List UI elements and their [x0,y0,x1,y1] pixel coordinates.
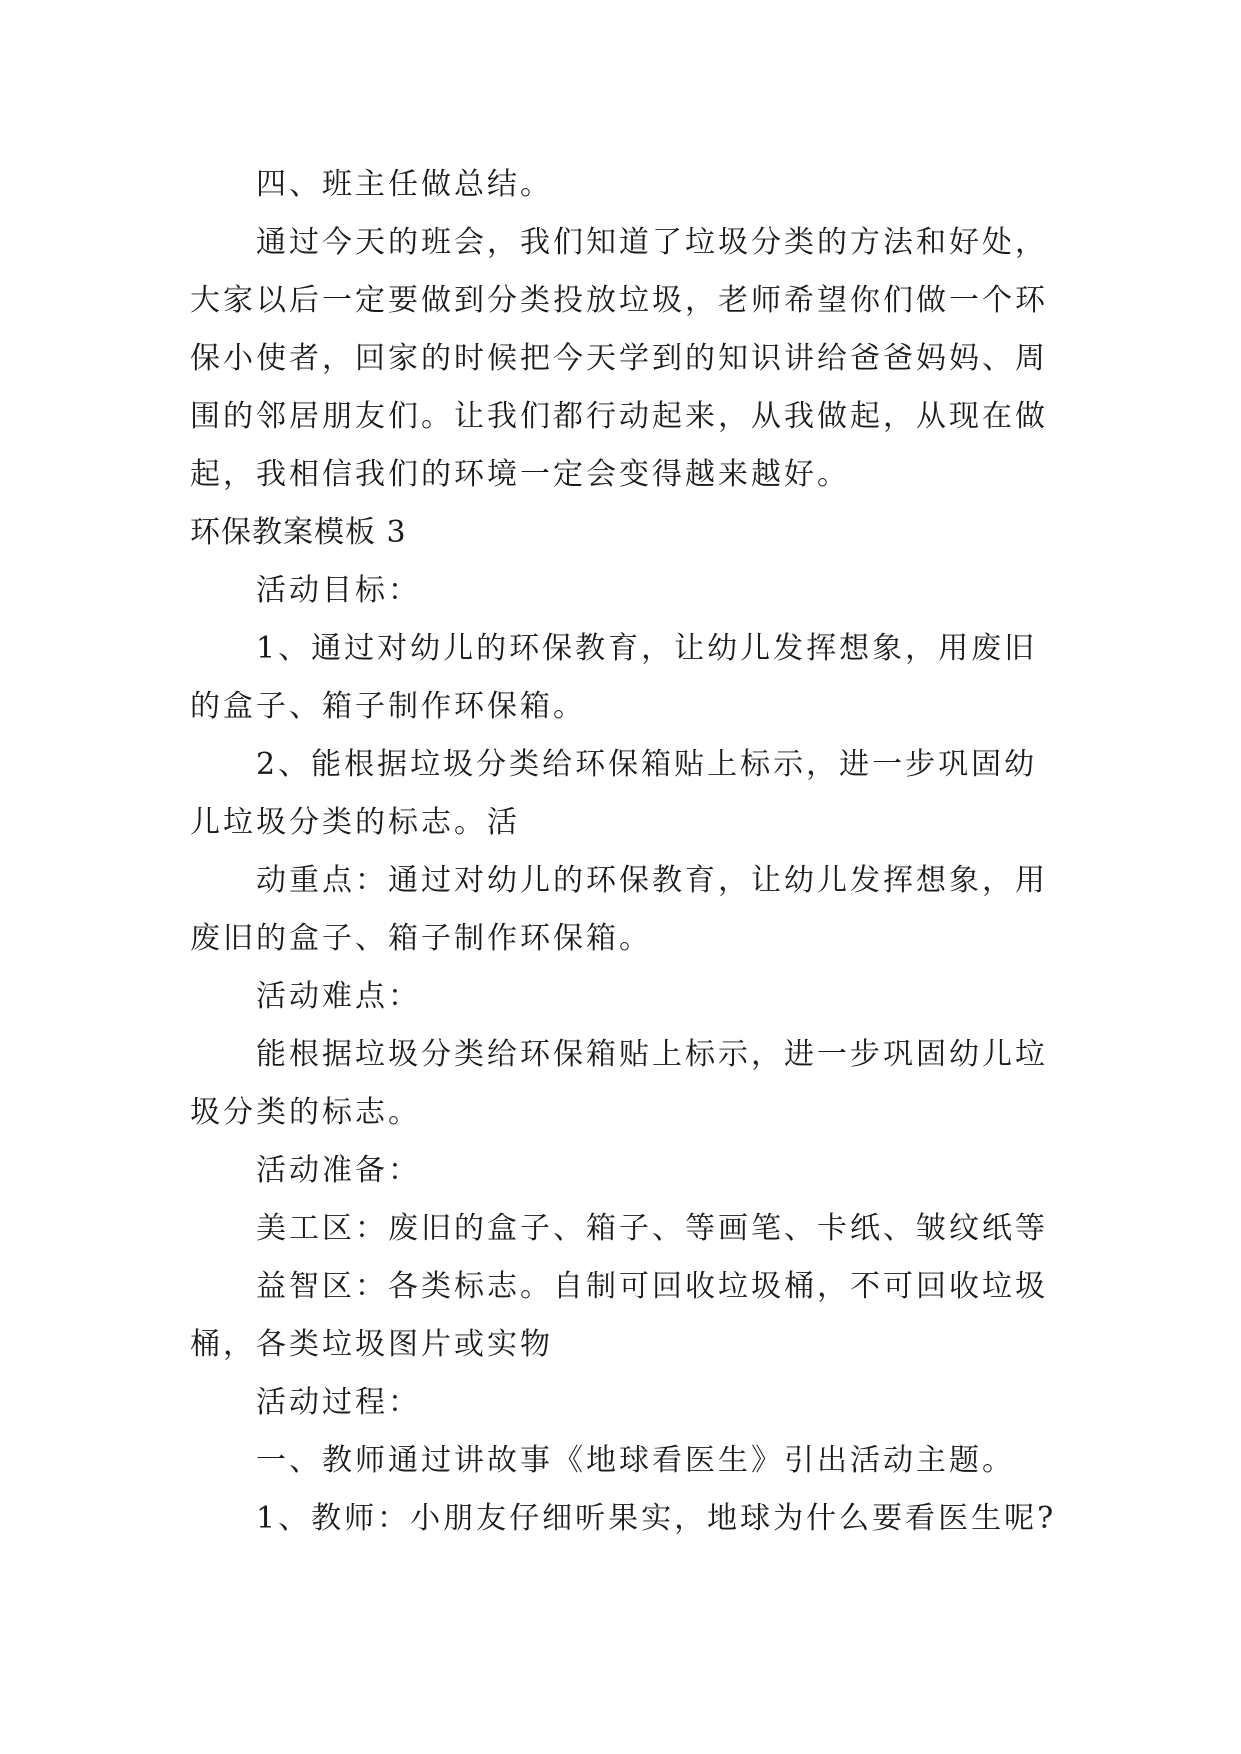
text-line: 动重点：通过对幼儿的环保教育，让幼儿发挥想象，用 [256,863,1048,898]
text-line: 四、班主任做总结。 [256,167,553,202]
text-line: 围的邻居朋友们。让我们都行动起来，从我做起，从现在做 [190,399,1048,434]
text-line: 的盒子、箱子制作环保箱。 [190,689,586,724]
text-line: 美工区：废旧的盒子、箱子、等画笔、卡纸、皱纹纸等 [256,1211,1048,1246]
text-line: 桶，各类垃圾图片或实物 [190,1327,553,1362]
section-heading: 环保教案模板 3 [190,515,407,550]
text-line: 1、教师：小朋友仔细听果实，地球为什么要看医生呢? [256,1501,1057,1536]
text-line: 儿垃圾分类的标志。活 [190,805,520,840]
text-line: 活动难点： [256,979,421,1014]
text-line: 活动目标： [256,573,421,608]
text-line: 1、通过对幼儿的环保教育，让幼儿发挥想象，用废旧 [256,631,1038,666]
text-line: 保小使者，回家的时候把今天学到的知识讲给爸爸妈妈、周 [190,341,1048,376]
text-line: 起，我相信我们的环境一定会变得越来越好。 [190,457,850,492]
text-line: 2、能根据垃圾分类给环保箱贴上标示，进一步巩固幼 [256,747,1038,782]
text-line: 活动准备： [256,1153,421,1188]
text-line: 一、教师通过讲故事《地球看医生》引出活动主题。 [256,1443,1015,1478]
text-line: 通过今天的班会，我们知道了垃圾分类的方法和好处， [256,225,1048,260]
text-line: 圾分类的标志。 [190,1095,421,1130]
text-line: 益智区：各类标志。自制可回收垃圾桶，不可回收垃圾 [256,1269,1048,1304]
text-line: 大家以后一定要做到分类投放垃圾，老师希望你们做一个环 [190,283,1048,318]
text-line: 活动过程： [256,1385,421,1420]
text-line: 废旧的盒子、箱子制作环保箱。 [190,921,652,956]
text-line: 能根据垃圾分类给环保箱贴上标示，进一步巩固幼儿垃 [256,1037,1048,1072]
